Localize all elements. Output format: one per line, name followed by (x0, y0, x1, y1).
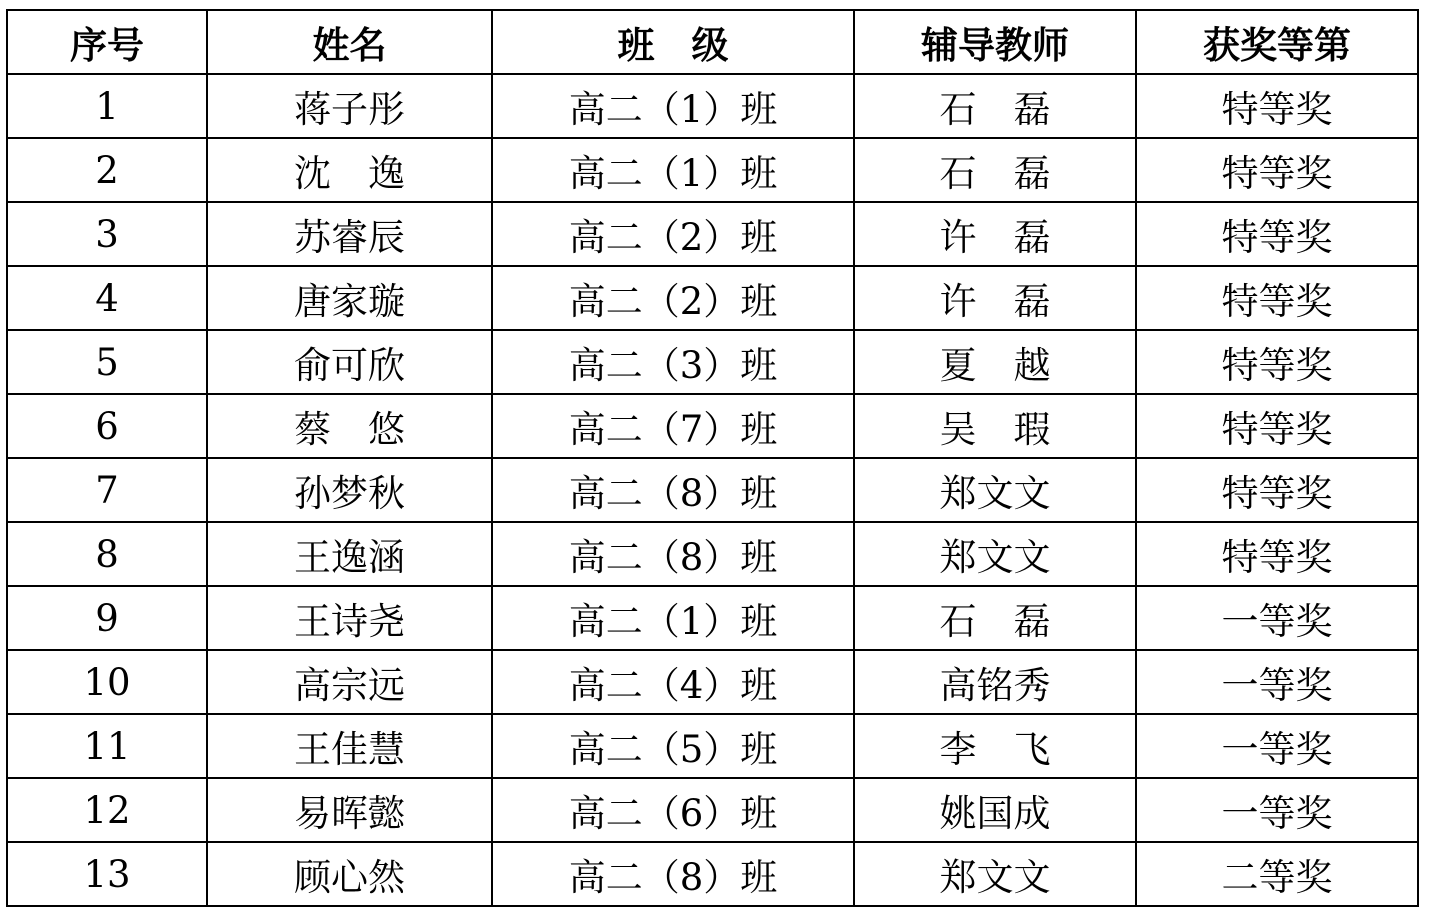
header-row (7, 10, 1418, 74)
cell-no: 2 (7, 138, 207, 202)
table-row (7, 330, 1418, 394)
cell-no: 5 (7, 330, 207, 394)
cell-no: 9 (7, 586, 207, 650)
cell-teacher: 高铭秀 (854, 650, 1136, 714)
cell-no: 12 (7, 778, 207, 842)
cell-name: 王佳慧 (207, 714, 492, 778)
cell-award: 特等奖 (1136, 266, 1418, 330)
cell-class: 高二（1）班 (492, 74, 854, 138)
header-teacher: 辅导教师 (854, 10, 1136, 74)
cell-no: 3 (7, 202, 207, 266)
cell-teacher: 郑文文 (854, 458, 1136, 522)
table-row (7, 714, 1418, 778)
cell-no: 1 (7, 74, 207, 138)
cell-class: 高二（8）班 (492, 522, 854, 586)
header-no: 序号 (7, 10, 207, 74)
cell-class: 高二（8）班 (492, 842, 854, 906)
cell-teacher: 石 磊 (854, 74, 1136, 138)
cell-teacher: 郑文文 (854, 842, 1136, 906)
header-name: 姓名 (207, 10, 492, 74)
cell-award: 一等奖 (1136, 778, 1418, 842)
cell-teacher: 许 磊 (854, 202, 1136, 266)
header-award: 获奖等第 (1136, 10, 1418, 74)
cell-name: 高宗远 (207, 650, 492, 714)
cell-name: 王诗尧 (207, 586, 492, 650)
cell-no: 11 (7, 714, 207, 778)
cell-name: 沈 逸 (207, 138, 492, 202)
cell-award: 一等奖 (1136, 714, 1418, 778)
cell-award: 特等奖 (1136, 202, 1418, 266)
cell-teacher: 夏 越 (854, 330, 1136, 394)
cell-award: 特等奖 (1136, 522, 1418, 586)
award-table (6, 9, 1419, 907)
cell-class: 高二（3）班 (492, 330, 854, 394)
cell-class: 高二（7）班 (492, 394, 854, 458)
cell-name: 王逸涵 (207, 522, 492, 586)
cell-no: 8 (7, 522, 207, 586)
cell-no: 10 (7, 650, 207, 714)
cell-name: 唐家璇 (207, 266, 492, 330)
table-row (7, 138, 1418, 202)
table-row (7, 778, 1418, 842)
cell-class: 高二（8）班 (492, 458, 854, 522)
cell-award: 特等奖 (1136, 330, 1418, 394)
table-row (7, 394, 1418, 458)
cell-award: 特等奖 (1136, 458, 1418, 522)
table-row (7, 586, 1418, 650)
header-class: 班 级 (492, 10, 854, 74)
cell-award: 一等奖 (1136, 586, 1418, 650)
table-row (7, 458, 1418, 522)
cell-teacher: 许 磊 (854, 266, 1136, 330)
cell-no: 4 (7, 266, 207, 330)
cell-award: 一等奖 (1136, 650, 1418, 714)
cell-award: 二等奖 (1136, 842, 1418, 906)
cell-name: 苏睿辰 (207, 202, 492, 266)
cell-no: 6 (7, 394, 207, 458)
table-row (7, 202, 1418, 266)
cell-teacher: 石 磊 (854, 138, 1136, 202)
cell-class: 高二（5）班 (492, 714, 854, 778)
cell-name: 蔡 悠 (207, 394, 492, 458)
cell-name: 蒋子彤 (207, 74, 492, 138)
cell-class: 高二（2）班 (492, 202, 854, 266)
cell-no: 13 (7, 842, 207, 906)
table-row (7, 522, 1418, 586)
cell-name: 孙梦秋 (207, 458, 492, 522)
cell-class: 高二（2）班 (492, 266, 854, 330)
cell-name: 顾心然 (207, 842, 492, 906)
table-row (7, 842, 1418, 906)
cell-class: 高二（1）班 (492, 138, 854, 202)
cell-no: 7 (7, 458, 207, 522)
table-row (7, 266, 1418, 330)
table-row (7, 650, 1418, 714)
cell-award: 特等奖 (1136, 138, 1418, 202)
cell-award: 特等奖 (1136, 394, 1418, 458)
cell-teacher: 吴 瑕 (854, 394, 1136, 458)
cell-teacher: 郑文文 (854, 522, 1136, 586)
cell-name: 易晖懿 (207, 778, 492, 842)
table-row (7, 74, 1418, 138)
cell-class: 高二（6）班 (492, 778, 854, 842)
cell-teacher: 李 飞 (854, 714, 1136, 778)
cell-award: 特等奖 (1136, 74, 1418, 138)
cell-teacher: 姚国成 (854, 778, 1136, 842)
cell-teacher: 石 磊 (854, 586, 1136, 650)
cell-class: 高二（4）班 (492, 650, 854, 714)
cell-name: 俞可欣 (207, 330, 492, 394)
cell-class: 高二（1）班 (492, 586, 854, 650)
